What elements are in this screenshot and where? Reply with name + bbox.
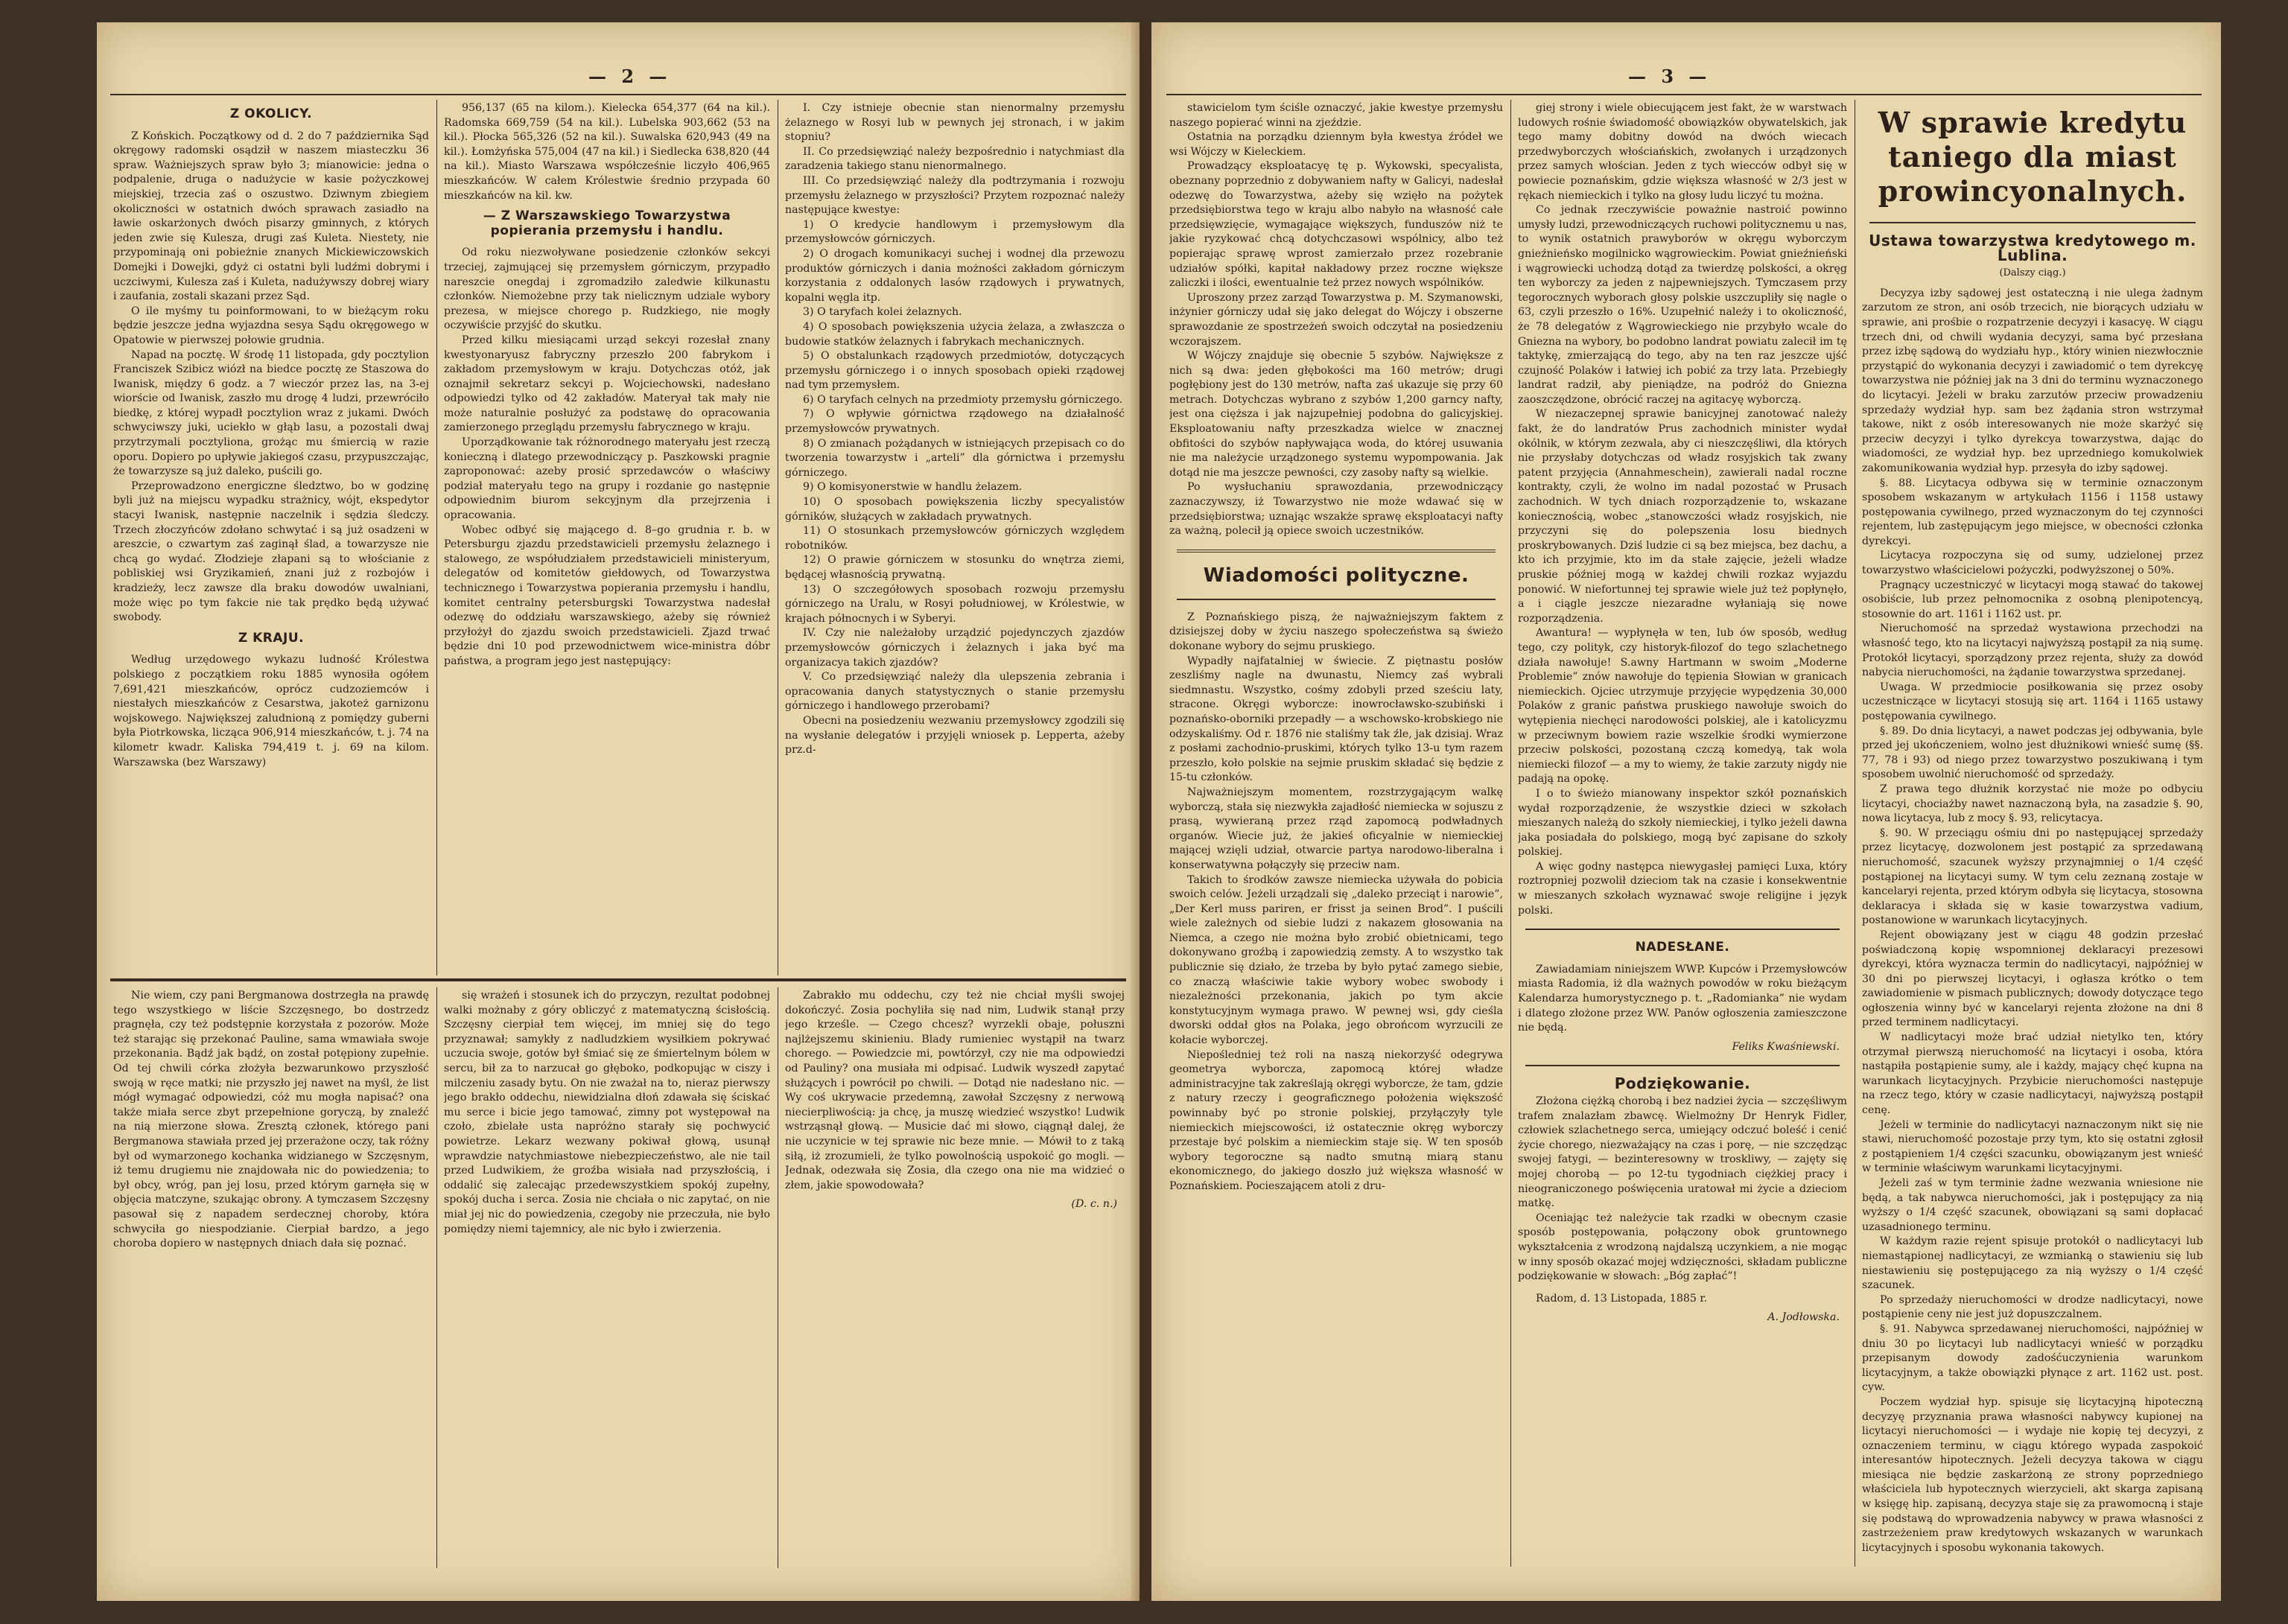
feuilleton-column-1 xyxy=(113,989,429,1570)
list-item: II. Co przedsięwziąć należy bezpośrednio i natychmiast dla zaradzenia takiego stanu nienormalnego. xyxy=(785,145,1125,173)
list-item: 2) O drogach komunikacyi suchej i wodnej dla przewozu produktów górniczych i dania możności zakładom górniczym korzystania z oddalonych lasów rządowych i prywatnych, kopalni węgla itp. xyxy=(785,247,1125,304)
section-divider xyxy=(1869,222,2196,223)
article-paragraph: Prowadzący eksploatacyę tę p. Wykowski, specyalista, obeznany poprzednio z dobywaniem nafty w Galicyi, nadesłał odezwę do Towarzystwa, ażeby się wzięło na pożytek przedsiębiorstwa tego w kraju albo nabyło na własność całe przedsięwzięcie, wymagające większych, funduszów niż te jakie ryzykować chcą dotychczasowi wspólnicy, albo też popierając sprawę wprost zamierzało przez rozebranie udziałów spółki, kapitał nakładowy przez roczne większe zaliczki i ilości, ewentualnie też przez nowych wspólników. xyxy=(1169,160,1503,290)
article-paragraph: W Wójczy znajduje się obecnie 5 szybów. Największe z nich są dwa: jeden głębokości ma 160 metrów; drugi pogłębiony jest do 130 metrów, nafta zaś ukazuje się przy 60 metrach. Dotychczas wybrano z szybów 1,200 garncy nafty, jest ona cięższa i jak najzupełniej podobna do galicyjskiej. Eksploatowaniu nafty przeszkadza wielce w znacznej obfitości do szybów napływająca woda, do której usuwania nie ma należycie urządzonego systemu wypompowania. Jak dotąd nie ma jeszcze pewności, czy zasoby nafty są wielkie. xyxy=(1169,350,1503,479)
section-divider xyxy=(1525,929,1840,930)
article-subtitle: Ustawa towarzystwa kredytowego m. Lublina. xyxy=(1869,232,2196,264)
notice-paragraph: Oceniając też należycie tak rzadki w obecnym czasie sposób postępowania, połączony obok gruntownego wykształcenia z wrodzoną najdalszą uczynkiem, a nie mogąc w inny sposób okazać mojej wdzięczności, składam publiczne podziękowanie w słowach: „Bóg zapłać”! xyxy=(1518,1211,1847,1283)
right-column-2 xyxy=(1518,101,1847,1568)
article-paragraph: Poczem wydział hyp. spisuje się licytacyjną hipoteczną decyzyę przyznania prawa własności nabywcy kupionej na licytacyi nieruchomości — i wydaje nie kopię tej decyzyi, z oznaczeniem terminu, w ciągu którego wypada zaspokoić interesantów hipotecznych. Jeżeli decyzya takowa w ciągu miesiąca nie będzie zaskarżoną ze strony poprzedniego właściciela lub hypotecznych wierzycieli, akt skarga zapisaną w księgę hip. zapisaną, decyzya staje się za prawomocną i staje się podstawą do wprowadzenia nabywcy w prawa własności z zastrzeżeniem praw kredytowych wskazanych w warunkach licytacyjnych i sposobu wykonania takowych. xyxy=(1862,1395,2203,1554)
article-paragraph: Rejent obowiązany jest w ciągu 48 godzin przesłać poświadczoną kopię wspomnionej deklaracyi prezesowi dyrekcyi, która wyznacza termin do nadlicytacyi, najpóźniej w 30 dni po pierwszej licytacyi, i ogłasza krótko o tem zawiadomienie w pismach publicznych; dowody dotyczące tego ogłoszenia winny być w kancelaryi rejenta złożone na dni 8 przed terminem nadlicytacyi. xyxy=(1862,929,2203,1029)
article-paragraph: Co jednak rzeczywiście poważnie nastroić powinno umysły ludzi, przewodniczących ruchowi politycznemu u nas, to wynik ostatnich prawyborów w okręgu wyborczym gnieźnieńsko mogilnicko wągrowieckim. Powiat gnieźnieński i wągrowiecki uchodzą dotąd za twierdzę polskości, a okręg ten wyborczy za jeden z najpewniejszych. Tymczasem przy tegorocznych wyborach głosy polskie uszczupliły się nagle o 63, czyli przeszło o 16%. Uzupełnić należy i to okoliczność, że 78 delegatów z Wągrowieckiego nie przybyło wcale do Gniezna na wybory, bo podobno landrat powiatu zalecił im tę taktykę, zmierzającą do tego, aby na ten raz jeszcze ujść czujność Polaków i łatwiej ich pobić za trzy lata. Przebiegły landrat radził, aby pieniądze, na podróż do Gniezna zaoszczędzone, obrócić raczej na agitacyę wyborczą. xyxy=(1518,204,1847,406)
page-number-left: — 2 — xyxy=(588,66,672,87)
article-paragraph: I o to świeżo mianowany inspektor szkół poznańskich wydał rozporządzenie, że wszystkie dzieci w szkołach mieszanych należą do szkoły niemieckiej, i tylko jeżeli dawna jaka posiadała do polskiego, mogą być zapisane do szkoły polskiej. xyxy=(1518,787,1847,859)
article-paragraph: §. 88. Licytacya odbywa się w terminie oznaczonym sposobem wskazanym w artykułach 1156 i 1158 ustawy postępowania cywilnego, przed wyznaczonym do tej czynności rejentem, lub zastępującym jego miejsce, w obecności członka dyrekcyi. xyxy=(1862,477,2203,547)
list-item: IV. Czy nie należałoby urządzić pojedynczych zjazdów przemysłowców górniczych i żelaznych i jaka być ma organizacya takich zjazdów? xyxy=(785,627,1125,669)
article-paragraph: Niepośledniej też roli na naszą niekorzyść odegrywa geometrya wyborcza, zapomocą której władze administracyjne tak zakreślają okręgi wyborcze, że tam, gdzie z natury rzeczy i geograficznego położenia większość powinnaby być po stronie polskiej, przyłączyły tyle niemieckich miejscowości, iż ostatecznie okręg wyborczy przestaje być polskim a niemieckim staje się. W ten sposób wybory tegoroczne są nadto smutną miarą stanu ekonomicznego, do jakiego doszło już większa własność w Poznańskiem. Pocieszającem atoli z dru- xyxy=(1169,1048,1503,1192)
article-paragraph: Wobec odbyć się mającego d. 8–go grudnia r. b. w Petersburgu zjazdu przedstawicieli przemysłu żelaznego i stalowego, ze współudziałem przedstawicieli ministeryum, delegatów od komitetów giełdowych, od Towarzystwa technicznego i Towarzystwa popierania przemysłu i handlu, komitet centralny petersburgski Towarzystwa nadesłał odezwę do oddziału warszawskiego, ażeby się również przyłożył do zjazdu swoich przedstawicieli. Zjazd trwać będzie dni 10 pod przewodnictwem wice-ministra dóbr państwa, a program jego jest następujący: xyxy=(444,523,770,667)
article-paragraph: Przed kilku miesiącami urząd sekcyi rozesłał znany kwestyonaryusz fabryczny przeszło 200 fabrykom i zakładom przemysłowym w kraju. Dotychczas otóż, jak oznajmił sekretarz sekcyi p. Wojciechowski, nadesłano odpowiedzi tylko od 42 zakładów. Materyał tak mały nie może naturalnie posłużyć za podstawę do opracowania zamierzonego przeglądu przemysłu fabrycznego w kraju. xyxy=(444,334,770,434)
feuilleton-column-3 xyxy=(785,989,1125,1570)
article-paragraph: Jeżeli zaś w tym terminie żadne wezwania wniesione nie będą, a tak nabywca nieruchomości, jak i postępujący za nią wyższy o 1/4 część szacunek, obowiązani są sami dopłacać uzasadnionego terminu. xyxy=(1862,1177,2203,1233)
article-paragraph: Od roku niezwoływane posiedzenie członków sekcyi trzeciej, zajmującej się przemysłem górniczym, przypadło nareszcie onegdaj i zgromadziło zaledwie kilkunastu członków. Niemożebne przy tak nielicznym udziale wybory prezesa, w miejsce chorego p. Rudzkiego, nie mogły oczywiście przyjść do skutku. xyxy=(444,246,770,332)
right-column-3 xyxy=(1862,101,2203,1568)
list-item: 12) O prawie górniczem w stosunku do wnętrza ziemi, będącej własnością prywatną. xyxy=(785,554,1125,581)
article-paragraph: §. 90. W przeciągu ośmiu dni po następującej sprzedaży przez licytacyę, dozwolonem jest postąpić za sprzedawaną nieruchomość, szacunek wyższy przynajmniej o 1/4 część postąpionej na licytacyi sumy. W tym celu zeznaną zostaje w kancelaryi rejenta, przed którym odbyła się licytacya, stosowna deklaracya i składa się w kasie towarzystwa vadium, postanowione w warunkach licytacyjnych. xyxy=(1862,827,2203,927)
list-item: 9) O komisyonerstwie w handlu żelazem. xyxy=(803,481,1023,494)
dateline: Radom, d. 13 Listopada, 1885 r. xyxy=(1536,1292,1708,1305)
notice-signature: A. Jodłowska. xyxy=(1767,1311,1840,1324)
header-rule xyxy=(110,94,1126,95)
article-paragraph: Pragnący uczestniczyć w licytacyi mogą stawać do takowej osobiście, lub przez pełnomocnika z osobną plenipotencyą, stosownie do art. 1161 i 1162 ust. pr. xyxy=(1862,579,2203,620)
article-paragraph: 956,137 (65 na kilom.). Kielecka 654,377 (64 na kil.). Radomska 669,759 (54 na kil.). Lubelska 903,662 (53 na kil.). Płocka 565,326 (52 na kil.). Suwalska 620,943 (49 na kil.). Łomżyńska 575,004 (47 na kil.) i Siedlecka 638,820 (44 na kil.). Miasto Warszawa współcześnie liczyło 406,965 mieszkańców. W całem Królestwie średnio przypada 60 mieszkańców na kil. kw. xyxy=(444,102,770,202)
article-paragraph: W każdym razie rejent spisuje protokół o nadlicytacyi lub niemastąpionej nadlicytacyi, ze wzmianką o stawieniu się lub niestawieniu się postępującego za nią wyższy o 1/4 część szacunek. xyxy=(1862,1235,2203,1292)
feuilleton-rule xyxy=(110,978,1126,981)
list-item: I. Czy istnieje obecnie stan nienormalny przemysłu żelaznego w Rosyi lub w pewnych jej stronach, i w jakim stopniu? xyxy=(785,102,1125,144)
feuilleton-text: Zabrakło mu oddechu, czy też nie chciał myśli swojej dokończyć. Zosia pochyliła się nad nim, Ludwik stanął przy jego krześle. — Czego chcesz? wyrzekli obaje, połuszni najlżejszemu skinieniu. Blady rumieniec wystąpił na twarz chorego. — Powiedzcie mi, powtórzył, czy nie ma odpowiedzi od Pauliny? ona musiała mi odpisać. Ludwik wyszedł zapytać służących i powrócił po chwili. — Dotąd nie nadesłano nic. — Wy coś ukrywacie przedemną, zawołał Szczęsny z nerwową niecierpliwością: ja chcę, ja muszę wiedzieć wszystko! Ludwik wstrząsnął głową. — Musicie dać mi słowo, ciągnął dalej, że nie uczynicie w tej sprawie nic beze mnie. — Mówił to z taką siłą, iż zrozumieli, że tylko powolnością uspokoić go mogli. — Jednak, odezwała się Zosia, dla czego ona nie ma widzieć o złem, jakie spowodowała? xyxy=(785,990,1125,1191)
article-paragraph: Po sprzedaży nieruchomości w drodze nadlicytacyi, nowe postąpienie ceny nie jest już dopuszczalnem. xyxy=(1862,1293,2203,1321)
article-paragraph: Z prawa tego dłużnik korzystać nie może po odbyciu licytacyi, chociażby nawet naznaczoną była, na zasadzie §. 90, nowa licytacya, lub z mocy §. 93, relicytacya. xyxy=(1862,783,2203,825)
list-item: 6) O taryfach celnych na przedmioty przemysłu górniczego. xyxy=(803,393,1123,406)
column-rule xyxy=(436,100,437,975)
feuilleton-text: się wrażeń i stosunek ich do przyczyn, rezultat podobnej walki możnaby z góry obliczyć z matematyczną ścisłością. Szczęsny cierpiał tem więcej, im mniej się do tego przyznawał; samykły z nadludzkiem wysiłkiem pokrywać uczucia swoje, gotów był śmiać się ze śmiertelnym bólem w sercu, bił za to narzucał go głęboko, podkopując w ciszy i milczeniu zasady bytu. On nie zważał na to, nieraz pierwszy jego brakło oddechu, niewidzialna dłoń zdawała się ściskać mu serce i bicie jego tamować, zimny pot występował na czoło, zbielałe usta napróżno starały się pochwycić powietrze. Lekarz wezwany pokiwał głową, usunął wprawdzie natychmiastowe niebezpieczeństwo, ale nie tail przed Ludwikiem, że groźba wisiała nad przyszłością, i oddalić się zalecając przedewszystkiem spokój zupełny, spokój ducha i serca. Zosia nie chciała o nic zapytać, on nie miał jej nic do powiedzenia, czegoby nie przeczuła, nie było pomiędzy niemi tajemnicy, ale nic było i zwierzenia. xyxy=(444,990,770,1235)
continuation-note: (Dalszy ciąg.) xyxy=(1999,267,2066,279)
left-column-3 xyxy=(785,101,1125,974)
left-column-1 xyxy=(113,101,429,974)
list-item: 7) O wpływie górnictwa rządowego na działalność przemysłowców prywatnych. xyxy=(785,408,1125,436)
page-number-right: — 3 — xyxy=(1628,66,1712,87)
article-paragraph: W nadlicytacyi może brać udział nietylko ten, który otrzymał pierwszą nieruchomość na licytacyi i osoba, która nastąpiła postąpienie sumy, ale i każdy, mający chęć kupna na warunkach licytacyjnych. Przybicie nieruchomości następuje na rzecz tego, który w czasie nadlicytacyi, najwyższą postąpił cenę. xyxy=(1862,1031,2203,1117)
article-paragraph: §. 91. Nabywca sprzedawanej nieruchomości, najpóźniej w dniu 30 po licytacyi lub nadlicytacyi wnieść w porządku przepisanym dowody zadośćuczynienia warunkom licytacyjnym, a także obowiązki płynące z art. 1162 ust. post. cyw. xyxy=(1862,1322,2203,1394)
article-paragraph: Licytacya rozpoczyna się od sumy, udzielonej przez towarzystwo właścicielowi pożyczki, podwyższonej o 50%. xyxy=(1862,550,2203,577)
left-page xyxy=(97,22,1140,1601)
section-divider xyxy=(1525,1065,1840,1066)
notice-paragraph: Zawiadamiam niniejszem WWP. Kupców i Przemysłowców miasta Radomia, iż dla ważnych powodów w roku bieżącym Kalendarza humorystycznego p. t. „Radomianka” nie wydam i dlatego złożone przez WW. Panów ogłoszenia zamieszczone nie będą. xyxy=(1518,963,1847,1034)
article-paragraph: Według urzędowego wykazu ludność Królestwa polskiego z początkiem roku 1885 wynosiła ogółem 7,691,421 mieszkańców, oprócz cudzoziemców i niestałych mieszkańców z Cesarstwa, jakoteż garnizonu wojskowego. Największej zaludnioną z pomiędzy guberni była Piotrkowska, licząca 906,914 mieszkańców, t. j. 74 na kilometr kwadr. Kaliska 794,419 t. j. 69 na kilom. Warszawska (bez Warszawy) xyxy=(113,654,429,768)
feuilleton-text: Nie wiem, czy pani Bergmanowa dostrzegła na prawdę tego wszystkiego w liście Szczęsnego, bo dostrzedz pragnęła, czy też podstępnie korzystała z pozorów. Może też starając się przekonać Pauline, sama wmawiała swoje przekonania. Bądź jak bądź, on został potępiony zupełnie. Od tej chwili córka złożyła bezwarunkowo przyszłość swoją w ręce matki; nie przyszło jej nawet na myśl, że list mógł wymagać odpowiedzi, cóż mu mogła napisać? ona także miała serce zbyt przepełnione goryczą, by znaleźć na nią mierzone słowa. Zresztą członek, którego pani Bergmanowa stawiała przed jej przerażone oczy, tak różny był od wymarzonego kochanka widzianego w Szczęsnym, iż temu drugiemu nie znajdowała nic do powiedzenia; to był obcy, wróg, pan jej losu, przed którym garnęła się w objęcia matczyne, szukając obrony. A tymczasem Szczęsny pasował się z napadem serdecznej choroby, która schwyciła go niespodzianie. Cierpiał bardzo, a jego choroba dopiero w następnych dniach dała się poznać. xyxy=(113,990,429,1250)
article-paragraph: Nieruchomość na sprzedaż wystawiona przechodzi na własność tego, kto na licytacyi najwyższą postąpił za nią sumę. Protokół licytacyi, sporządzony przez rejenta, służy za dowód nabycia nieruchomości, na żądanie towarzystwa sprzedanej. xyxy=(1862,622,2203,679)
section-heading: Wiadomości polityczne. xyxy=(1203,564,1469,587)
article-paragraph: Decyzya izby sądowej jest ostateczną i nie ulega żadnym zarzutom ze stron, ani osób trzecich, nie biorących udziału w sprawie, ani prośbie o rozpatrzenie decyzyi i kasacyę. W ciągu trzech dni, od chwili wydania decyzyi, sama być przesłana przez izbę sądową do wydziału hyp., który winien niezwłocznie przystąpić do wykonania decyzyi i zawiadomić o tem dyrekcyę towarzystwa nie później jak na 3 dni do terminu wyznaczonego do licytacyi. Jeżeli w braku zarzutów przeciw prowadzeniu sprzedaży wydział hyp. sam bez żądania stron wstrzymał takowe, nikt z osób interesowanych nie może skarżyć się przeciw decyzyi i tylko dyrekcya towarzystwa, dając do wiadomości, ze wydział hyp. bez uprzedniego komukolwiek zakomunikowania wydział hyp. przesyła do izby sądowej. xyxy=(1862,287,2203,474)
list-item: 8) O zmianach pożądanych w istniejących przepisach co do tworzenia towarzystw i „arteli” dla górnictwa i przemysłu górniczego. xyxy=(785,437,1125,479)
list-item: 10) O sposobach powiększenia liczby specyalistów górników, służących w zakładach prywatnych. xyxy=(785,496,1125,523)
feuilleton-signature: (D. c. n.) xyxy=(1071,1198,1117,1211)
article-paragraph: giej strony i wiele obiecującem jest fakt, że w warstwach ludowych rośnie świadomość obowiązków obywatelskich, jak tego mamy dobitny dowód na dwóch wiecach przedwyborczych włościańskich, zwołanych i urządzonych przez samych włościan. Jeden z tych wiecców odbył się w powiecie poznańskim, gdzie większa własność w 2/3 jest w rękach niemieckich i tylko na głosy ludu liczyć tu można. xyxy=(1518,102,1847,202)
feuilleton-column-2 xyxy=(444,989,770,1570)
section-heading: NADESŁANE. xyxy=(1635,940,1730,955)
section-divider xyxy=(1177,599,1496,600)
article-paragraph: Ostatnia na porządku dziennym była kwestya źródeł we wsi Wójczy w Kieleckiem. xyxy=(1169,131,1503,158)
notice-signature: Feliks Kwaśniewski. xyxy=(1732,1040,1840,1053)
list-item: Obecni na posiedzeniu wezwaniu przemysłowcy zgodzili się na wysłanie delegatów i przyjęli wniosek p. Lepperta, ażeby prz.d- xyxy=(785,714,1125,757)
list-item: 4) O sposobach powiększenia użycia żelaza, a zwłaszcza o budowie statków żelaznych i fabrykach mechanicznych. xyxy=(785,320,1125,348)
section-heading: Podziękowanie. xyxy=(1614,1074,1751,1093)
article-paragraph: Awantura! — wypłynęła w ten, lub ów sposób, według tego, czy polityk, czy historyk-filozof do tego szlachetnego działa nawołuje! S.awny Hartmann w swoim „Moderne Problemie” znów nawołuje do tępienia Słowian w granicach niemieckich. Ojciec utrzymuje przyjęcie wypędzenia 30,000 Polaków z granic państwa pruskiego nawołuje swoich do wytępienia niechęci narodowości polskiej, ale i katolicyzmu w przeciwnym bowiem razie wszelkie środki wymierzone przeciw polskości, pozostaną czczą komedyą, tak wola niemiecki filozof — a my to wiemy, że takie zarzuty nigdy nie padają na opokę. xyxy=(1518,627,1847,786)
right-page xyxy=(1151,22,2221,1601)
article-paragraph: W niezaczepnej sprawie banicyjnej zanotować należy fakt, że do landratów Prus zachodnich minister wydał okólnik, w którym zezwala, aby ci nieszczęśliwi, dla których nie przysłaby dotychczas od władz rosyjskich tak zwany patent przyjęcia (Annahmeschein), zawierali nadal roczne kontrakty, czyli, że wolno im nadal pozostać w Prusach zachodnich. W tych dniach rozporządzenie to, wskazane koniecznością, wobec „stanowczości władz rosyjskich, nie przyczyni się do polepszenia losu biednych proskrybowanych. Dziś ludzie ci są bez miejsca, bez dachu, a kto ich przyjmie, kto im da stałe zajęcie, jeżeli władze pruskie później mogą w każdej chwili rozkaz wyjazdu ponowić. W niefortunnej tej sprawie wiele już też popłynęło, a i ciągle jeszcze niezaradne wyłaniają się nowe rozporządzenia. xyxy=(1518,408,1847,625)
column-rule xyxy=(436,987,437,1568)
article-paragraph: Takich to środków zawsze niemiecka używała do pobicia swoich celów. Jeżeli urządzali się „daleko przeciąt i narowie”, „Der Kerl muss pariren, er frisst ja seinen Brod”. I puścili wiele zależnych od siebie ludzi z nakazem głosowania na Niemca, a czego nie można było zrobić obietnicami, tego dokonywano groźbą i zapowiedzią zemsty. A to wszystko tak publicznie się działo, że trzeba by było pytać zamego siebie, co znaczą właściwie takie wybory wobec swobody i niezależności przekonania, jakich po tym akcie konstytucyjnym wymaga prawo. W pewnej wsi, gdy cieśla dworski oddał głos na Polaka, jego obrońcom wyrzucili ze kołacie wyborczej. xyxy=(1169,873,1503,1047)
list-item: 5) O obstalunkach rządowych przedmiotów, dotyczących przemysłu górniczego i o innych sposobach opieki rządowej nad tym przemysłem. xyxy=(785,350,1125,392)
article-paragraph: Jeżeli w terminie do nadlicytacyi naznaczonym nikt się nie stawi, nieruchomość pozostaje przy tym, kto się ostatni zgłosił z postąpieniem 1/4 części szacunku, obowiązanym jest wnieść w terminie właściwym warunkami licytacyjnymi. xyxy=(1862,1118,2203,1175)
section-divider xyxy=(1177,550,1496,553)
notice-paragraph: Złożona ciężką chorobą i bez nadziei życia — szczęśliwym trafem znalazłam zbawcę. Wielmożny Dr Henryk Fidler, człowiek szlachetnego serca, umiejący odczuć boleść i cenić życie chorego, niezważający na czas i porę, — nie szczędząc swojej fatygi, — bezinteresowny w troskliwy, — zajęty się mojej chorobą — po 12-tu tygodniach ciężkiej pracy i nieograniczonego poświęcenia uratował mi życie a dzieciom matkę. xyxy=(1518,1095,1847,1210)
article-paragraph: Wypadły najfatalniej w świecie. Z piętnastu posłów zeszliśmy nagle na dwunastu, Niemcy zaś wybrali siedmnastu. Wszystko, cośmy zdobyli przed sześciu laty, stracone. Okręgi wyborcze: inowrocławsko-szubiński i poznańsko-oborniki przepadły — a wschowsko-krobskiego nie odzyskaliśmy. Od r. 1876 nie staliśmy tak źle, jak dzisiaj. Wraz z posłami zachodnio-pruskimi, których tylko 13-u tym razem przeszło, koło polskie na sejmie pruskim składać się będzie z 15-tu członków. xyxy=(1169,655,1503,784)
list-item: III. Co przedsięwziąć należy dla podtrzymania i rozwoju przemysłu żelaznego w przyszłości? Przytem rozpoznać należy następujące kwestye: xyxy=(785,174,1125,217)
right-column-1 xyxy=(1169,101,1503,1568)
list-item: 3) O taryfach kolei żelaznych. xyxy=(803,306,962,319)
article-paragraph: Uporządkowanie tak różnorodnego materyału jest rzeczą konieczną i dlatego przewodniczący p. Paszkowski pragnie zaproponować: azeby prosić sprzedawców o właściwy podział materyału tego na grupy i rozdanie go następnie odpowiednim biurom sekcyjnym dla przejrzenia i opracowania. xyxy=(444,436,770,522)
article-title: W sprawie kredytu taniego dla miast prowincyonalnych. xyxy=(1878,106,2187,208)
article-paragraph: §. 89. Do dnia licytacyi, a nawet podczas jej odbywania, byle przed jej ukończeniem, wolno jest dłużnikowi wnieść sumę (§§. 77, 78 i 93) od niego przez towarzystwo poszukiwaną i tym sposobem uwolnić nieruchomość od sprzedaży. xyxy=(1862,725,2203,781)
list-item: V. Co przedsięwziąć należy dla ulepszenia zebrania i opracowania danych statystycznych o stanie przemysłu górniczego i handlowego przerobami? xyxy=(785,671,1125,713)
left-column-2 xyxy=(444,101,770,974)
list-item: 13) O szczegółowych sposobach rozwoju przemysłu górniczego na Uralu, w Rosyi południowej, w Królestwie, w krajach północnych i w Syberyi. xyxy=(785,583,1125,625)
article-paragraph: O ile myśmy tu poinformowani, to w bieżącym roku będzie jeszcze jedna wyjazdna sesya Sądu okręgowego w Opatowie w pierwszej połowie grudnia. xyxy=(113,305,429,346)
article-paragraph: A więc godny następca niewygasłej pamięci Luxa, który roztropniej pozwolił dzieciom tak na czasie i konsekwentnie w mieszanych szkołach wyznawać swoje religijne i język polski. xyxy=(1518,860,1847,917)
column-rule xyxy=(1510,100,1511,1567)
article-paragraph: Uwaga. W przedmiocie posiłkowania się przez osoby uczestniczące w licytacyi stosują się art. 1164 i 1165 ustawy postępowania cywilnego. xyxy=(1862,681,2203,722)
header-rule xyxy=(1166,94,2202,95)
article-paragraph: Napad na pocztę. W środę 11 listopada, gdy pocztylion Franciszek Szibicz wiózł na biedce pocztę ze Staszowa do Iwanisk, między 6 godz. a 7 wieczór przez las, na 3-ej wiorście od Iwanisk, zaszło mu drogę 4 ludzi, przewróciło biedkę, z której wypadł pocztylion wraz z jukami. Dwóch schwyciwszy juki, uciekło w głąb lasu, a pozostali dwaj przytrzymali pocztyliona, grożąc mu śmiercią w razie oporu. Dopiero po upływie jakiegoś czasu, przypuszczając, że towarzysze są już daleko, puścili go. xyxy=(113,348,429,478)
article-paragraph: Z Poznańskiego piszą, że najważniejszym faktem z dzisiejszej doby w życiu naszego społeczeństwa są świeżo dokonane wybory do sejmu pruskiego. xyxy=(1169,611,1503,652)
section-heading: Z OKOLICY. xyxy=(229,106,313,121)
article-paragraph: Najważniejszym momentem, rozstrzygającym walkę wyborczą, stała się niezwykła zajadłość niemiecka w sojuszu z prasą, wywieraną przez rząd zapomocą podwładnych organów. Wiecie już, że jakieś oficyalnie w niemieckiej mającej wzięli udział, otwarcie partya narodowo-liberalna i konserwatywna połączyły się przeciw nam. xyxy=(1169,786,1503,871)
article-paragraph: Przeprowadzono energiczne śledztwo, bo w godzinę byli już na miejscu wypadku strażnicy, wójt, ekspedytor stacyi Iwanisk, następnie naczelnik i sędzia śledczy. Trzech złoczyńców zdołano schwytać i są już osadzeni w areszcie, o czwartym zaś zaginął ślad, a towarzysze nie chcą go wydać. Złodzieje złapani są to włościanie z pobliskiej wsi Gryzikamień, znani już z rozbojów i kradzieży, lecz zawsze dla braku dowodów uwalniani, może więc po tym fakcie nie tak prędko będą używać swobody. xyxy=(113,480,429,624)
article-paragraph: Po wysłuchaniu sprawozdania, przewodniczący zaznaczywszy, iż Towarzystwo nie może wdawać się w przedsiębiorstwa; uznając wszakże sprawę eksploatacyi nafty za ważną, polecił ją opiece swoich uczestników. xyxy=(1169,481,1503,538)
list-item: 1) O kredycie handlowym i przemysłowym dla przemysłowców górniczych. xyxy=(785,218,1125,246)
article-paragraph: Uproszony przez zarząd Towarzystwa p. M. Szymanowski, inżynier górniczy udał się jako delegat do Wójczy i obszerne sprawozdanie ze spostrzeżeń swoich odczytał na posiedzeniu wczorajszem. xyxy=(1169,291,1503,348)
list-item: 11) O stosunkach przemysłowców górniczych względem robotników. xyxy=(785,525,1125,552)
section-heading: — Z Warszawskiego Towarzystwa popierania przemysłu i handlu. xyxy=(483,208,731,238)
article-paragraph: stawicielom tym ściśle oznaczyć, jakie kwestye przemysłu naszego popierać winni na zjeździe. xyxy=(1169,102,1503,129)
section-heading: Z KRAJU. xyxy=(238,630,305,646)
article-paragraph: Z Końskich. Początkowy od d. 2 do 7 października Sąd okręgowy radomski osądził w naszem miasteczku 36 spraw. Ważniejszych spraw było 3; mianowicie: jedna o podpalenie, druga o nadużycie w kasie pożyczkowej miejskiej, trzecia zaś o oszustwo. Dziwnym zbiegiem okoliczności w ostatnich dwóch sprawach zasiadło na ławie oskarżonych dwóch pisarzy gminnych, z których jeden zwie się Kulesza, drugi zaś Kuleta. Niestety, nie przypominają oni pobieżnie znanych Mickiewiczowskich Domejki i Dowejki, gdyż ci ostatni byli ludźmi dobrymi i uczciwymi, Kulesza zaś i Kuleta, nadużywszy dobrej wiary i zaufania, zostali skazani przez Sąd. xyxy=(113,130,429,303)
